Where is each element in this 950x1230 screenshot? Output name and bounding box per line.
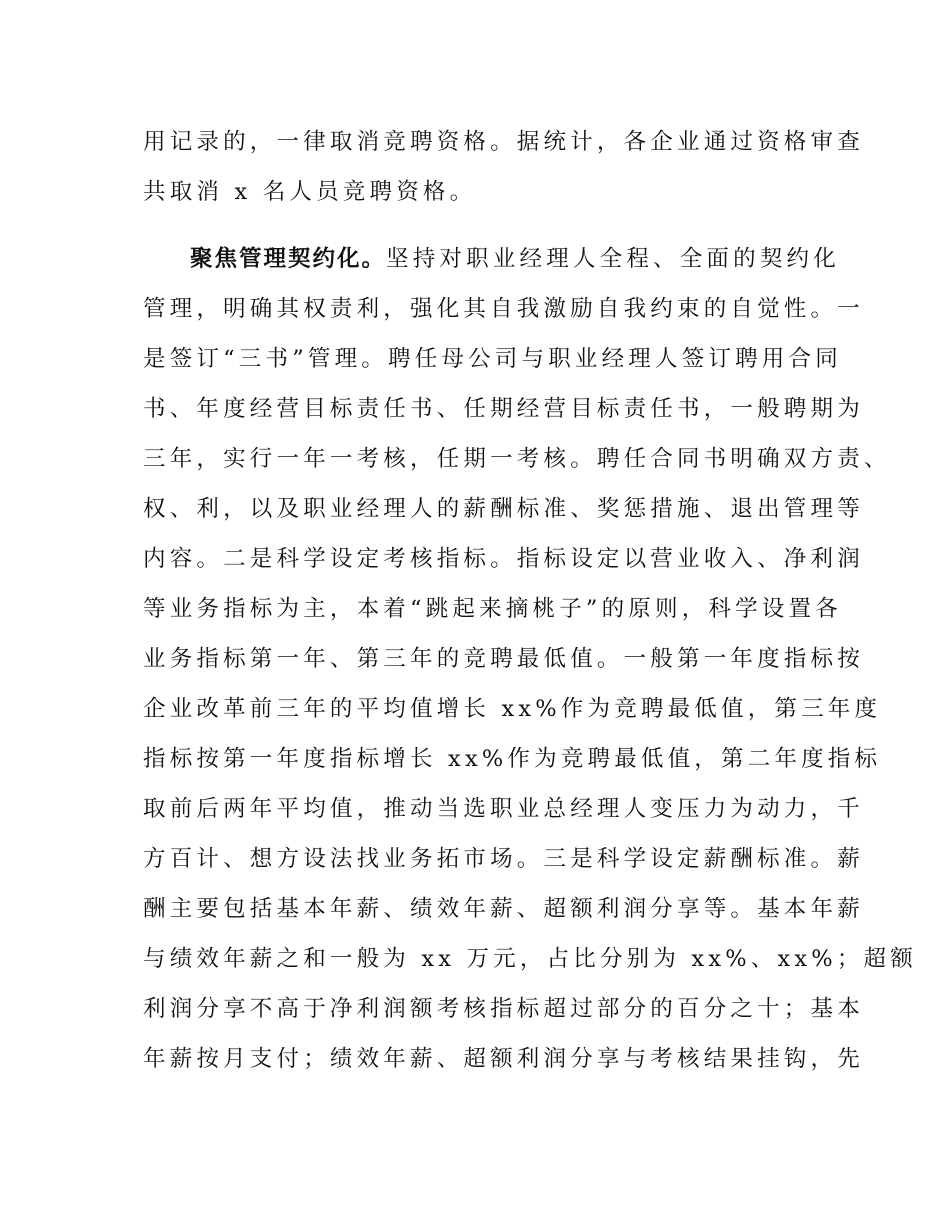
paragraph-2-line-7: 内容。二是科学设定考核指标。指标设定以营业收入、净利润 <box>143 546 864 572</box>
paragraph-2-line-2: 管理，明确其权责利，强化其自我激励自我约束的自觉性。一 <box>143 296 864 322</box>
paragraph-2-line-5: 三年，实行一年一考核，任期一考核。聘任合同书明确双方责、 <box>143 446 891 472</box>
paragraph-2-line-12: 取前后两年平均值，推动当选职业总经理人变压力为动力，千 <box>143 796 864 822</box>
paragraph-2-line-15: 与绩效年薪之和一般为 xx 万元，占比分别为 xx%、xx%；超额 <box>143 946 917 972</box>
paragraph-1-line-2: 共取消 x 名人员竞聘资格。 <box>143 179 477 205</box>
paragraph-2-line-10: 企业改革前三年的平均值增长 xx%作为竞聘最低值，第三年度 <box>143 696 882 722</box>
paragraph-2-line-16: 利润分享不高于净利润额考核指标超过部分的百分之十；基本 <box>143 996 864 1022</box>
paragraph-2-line-8: 等业务指标为主，本着“跳起来摘桃子”的原则，科学设置各 <box>143 596 842 622</box>
paragraph-2-line-3: 是签订“三书”管理。聘任母公司与职业经理人签订聘用合同 <box>143 346 842 372</box>
paragraph-1-line-1: 用记录的，一律取消竞聘资格。据统计，各企业通过资格审查 <box>143 129 864 155</box>
paragraph-2-line-11: 指标按第一年度指标增长 xx%作为竞聘最低值，第二年度指标 <box>143 746 882 772</box>
paragraph-2-line-6: 权、利，以及职业经理人的薪酬标准、奖惩措施、退出管理等 <box>143 496 864 522</box>
paragraph-2-line-1 <box>190 244 840 274</box>
paragraph-2-line-13: 方百计、想方设法找业务拓市场。三是科学设定薪酬标准。薪 <box>143 846 864 872</box>
paragraph-2-line-14: 酬主要包括基本年薪、绩效年薪、超额利润分享等。基本年薪 <box>143 896 864 922</box>
paragraph-2-line-4: 书、年度经营目标责任书、任期经营目标责任书，一般聘期为 <box>143 396 864 422</box>
paragraph-2-line-1-text: 坚持对职业经理人全程、全面的契约化 <box>386 246 840 272</box>
paragraph-2-line-9: 业务指标第一年、第三年的竞聘最低值。一般第一年度指标按 <box>143 646 864 672</box>
section-heading: 聚焦管理契约化。 <box>190 246 387 272</box>
paragraph-2-line-17: 年薪按月支付；绩效年薪、超额利润分享与考核结果挂钩，先 <box>143 1046 864 1072</box>
